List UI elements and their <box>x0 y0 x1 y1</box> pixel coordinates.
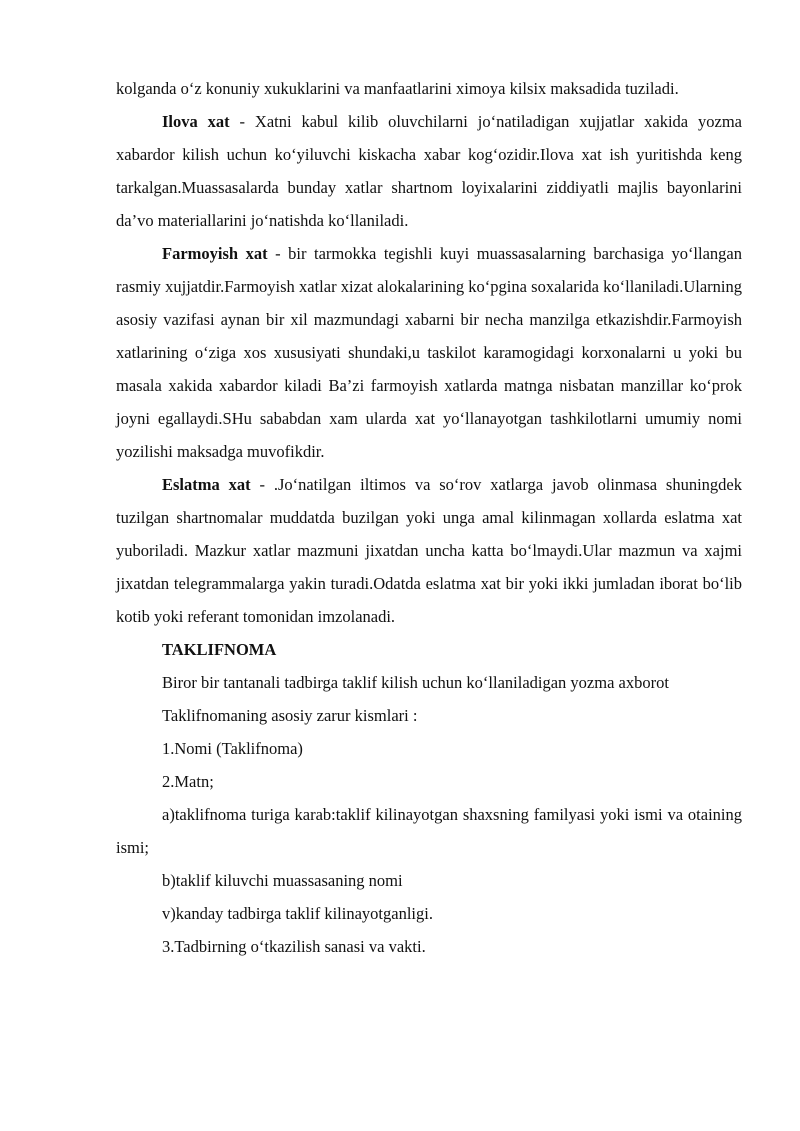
text-eslatma-xat: - .Jo‘natilgan iltimos va so‘rov xatlarga javob olinmasa shuningdek tuzilgan shartnomalar muddatda buzilgan yoki unga amal kilinmagan xollarda eslatma xat yuboriladi. Mazkur xatlar mazmuni jixatdan uncha katta bo‘lmaydi.Ular mazmun va xajmi jixatdan telegrammalarga yakin turadi.Odatda eslatma xat bir yoki ikki jumladan iborat bo‘lib kotib yoki referant tomonidan imzolanadi. <box>116 475 742 626</box>
term-eslatma-xat: Eslatma xat <box>162 475 251 494</box>
document-body <box>116 72 742 963</box>
line-item-2a: a)taklifnoma turiga karab:taklif kilinayotgan shaxsning familyasi yoki ismi va otaining ismi; <box>116 805 742 857</box>
line-item-2v: v)kanday tadbirga taklif kilinayotganligi. <box>162 904 433 923</box>
paragraph-eslatma-xat <box>116 468 742 633</box>
term-ilova-xat: Ilova xat <box>162 112 230 131</box>
line-item-1: 1.Nomi (Taklifnoma) <box>162 739 303 758</box>
line-parts-intro: Taklifnomaning asosiy zarur kismlari : <box>162 706 418 725</box>
term-farmoyish-xat: Farmoyish xat <box>162 244 268 263</box>
text-farmoyish-xat: - bir tarmokka tegishli kuyi muassasalarning barchasiga yo‘llangan rasmiy xujjatdir.Farmoyish xatlar xizat alokalarining ko‘pgina soxalarida ko‘llaniladi.Ularning asosiy vazifasi aynan bir xil mazmundagi xabarni bir necha manzilga etkazishdir.Farmoyish xatlarining o‘ziga xos xususiyati shundaki,u taskilot karamogidagi korxonalarni u yoki bu masala xakida xabardor kiladi Ba’zi farmoyish xatlarda matnga nisbatan manzillar ko‘prok joyni egallaydi.SHu sababdan xam ularda xat yo‘llanayotgan tashkilotlarni umumiy nomi yozilishi maksadga muvofikdir. <box>116 244 742 461</box>
line-item-2: 2.Matn; <box>162 772 214 791</box>
text-ilova-xat: - Xatni kabul kilib oluvchilarni jo‘natiladigan xujjatlar xakida yozma xabardor kilish uchun ko‘yiluvchi kiskacha xabar kog‘ozidir.Ilova xat ish yuritishda keng tarkalgan.Muassasalarda bunday xatlar shartnom loyixalarini ziddiyatli majlis bayonlarini da’vo materiallarini jo‘natishda ko‘llaniladi. <box>116 112 742 230</box>
paragraph-ilova-xat <box>116 105 742 237</box>
line-definition: Biror bir tantanali tadbirga taklif kilish uchun ko‘llaniladigan yozma axborot <box>162 673 669 692</box>
paragraph-intro: kolganda o‘z konuniy xukuklarini va manfaatlarini ximoya kilsix maksadida tuziladi. <box>116 79 679 98</box>
heading-taklifnoma: TAKLIFNOMA <box>162 640 277 659</box>
line-item-2b: b)taklif kiluvchi muassasaning nomi <box>162 871 403 890</box>
paragraph-farmoyish-xat <box>116 237 742 468</box>
line-item-3: 3.Tadbirning o‘tkazilish sanasi va vakti. <box>162 937 426 956</box>
